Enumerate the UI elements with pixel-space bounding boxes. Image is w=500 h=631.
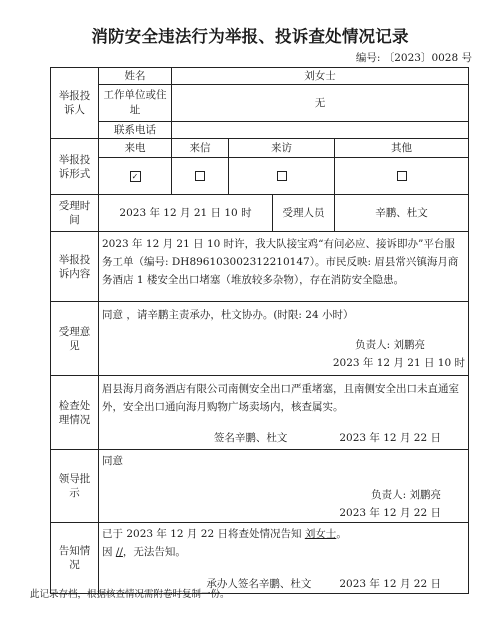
work-label: 工作单位或住址 [99,85,172,122]
opinion-text: 同意 ，请辛鹏主责承办，杜文协办。(时限: 24 小时） [102,309,354,321]
leader-date: 2023 年 12 月 22 日 [339,507,441,519]
content-section-label: 举报投诉内容 [51,232,99,302]
leader-text: 同意 [102,455,123,467]
option-cell-letter [172,158,229,195]
document-title: 消防安全违法行为举报、投诉查处情况记录 [91,27,409,46]
accept-time-section-label: 受理时间 [51,195,99,232]
work-value: 无 [172,85,469,122]
inspection-text: 眉县海月商务酒店有限公司南侧安全出口严重堵塞，且南侧安全出口未直通室外，安全出口通向海月购物广场卖场内，核查属实。 [102,383,459,413]
notice-line1-suffix: 。 [336,528,347,540]
opinion-section-label: 受理意见 [51,302,99,376]
staff-label: 受理人员 [273,195,335,232]
notice-date: 2023 年 12 月 22 日 [339,578,441,590]
name-label: 姓名 [99,68,172,85]
notice-reason: // [115,546,123,558]
staff-value: 辛鹏、杜文 [335,195,469,232]
opinion-date: 2023 年 12 月 21 日 10 时 [332,357,465,369]
notice-section-label: 告知情况 [51,523,99,594]
notice-recipient: 刘女士 [304,528,337,540]
empty-checkbox-icon[interactable] [277,171,287,181]
name-value: 刘女士 [172,68,469,85]
phone-label: 联系电话 [99,122,172,139]
inspection-date: 2023 年 12 月 22 日 [339,432,441,444]
notice-line-1 [102,525,465,543]
option-cell-phone [99,158,172,195]
notice-signer: 承办人签名辛鹏、杜文 [206,578,312,590]
report-content-text: 2023 年 12 月 21 日 10 时许，我大队接宝鸡“有问必应、接诉即办”平台服务工单（编号: DH896103002312210147）。市民反映: 眉县常兴镇海月商务酒店 1 楼安全出口堵塞（堆放较多杂物），存在消防安全隐患。 [102,238,459,286]
option-cell-visit [229,158,335,195]
notice-line2-prefix: 因 [102,546,113,558]
record-form-table [50,67,469,594]
leader-signer: 负责人: 刘鹏亮 [371,489,441,501]
footnote: 此记录存档，根据核查情况需附卷时复制一份。 [30,589,230,600]
option-label-other: 其他 [335,139,469,158]
option-label-letter: 来信 [172,139,229,158]
empty-checkbox-icon[interactable] [397,171,407,181]
phone-value [172,122,469,139]
form-type-section-label: 举报投诉形式 [51,139,99,195]
notice-line1-prefix: 已于 2023 年 12 月 22 日将查处情况告知 [102,528,302,540]
accept-time-value: 2023 年 12 月 21 日 10 时 [99,195,273,232]
notice-line2-suffix: ，无法告知。 [122,546,186,558]
option-label-visit: 来访 [229,139,335,158]
inspection-signer: 签名辛鹏、杜文 [213,432,288,444]
empty-checkbox-icon[interactable] [195,171,205,181]
checked-checkbox-icon[interactable]: ✓ [130,171,141,182]
option-cell-other [335,158,469,195]
reporter-section-label: 举报投诉人 [51,68,99,139]
notice-line-2 [102,543,465,561]
document-number: 编号: 〔2023〕0028 号 [355,52,472,64]
leader-section-label: 领导批示 [51,450,99,523]
opinion-signer: 负责人: 刘鹏亮 [355,339,425,351]
option-label-phone: 来电 [99,139,172,158]
inspection-section-label: 检查处理情况 [51,376,99,450]
